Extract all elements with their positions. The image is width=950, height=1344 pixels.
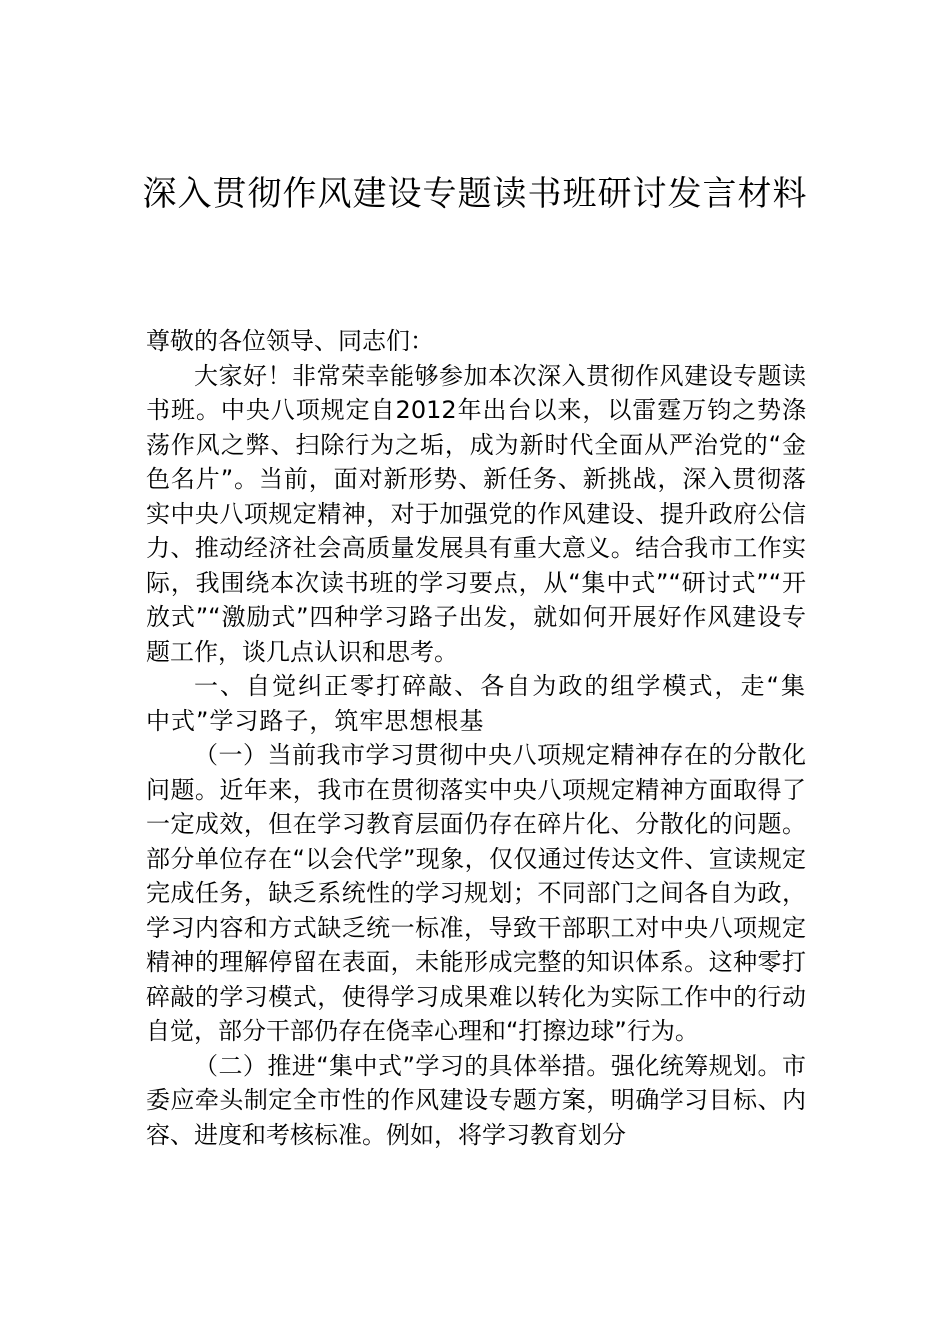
paragraph-subsection-2: （二）推进“集中式”学习的具体举措。强化统筹规划。市委应牵头制定全市性的作风建设专题方案，明确学习目标、内容、进度和考核标准。例如，将学习教育划分	[146, 1051, 806, 1149]
document-title: 深入贯彻作风建设专题读书班研讨发言材料	[142, 174, 808, 214]
salutation: 尊敬的各位领导、同志们：	[146, 327, 434, 355]
section-heading-1: 一、自觉纠正零打碎敲、各自为政的组学模式，走“集中式”学习路子，筑牢思想根基	[146, 672, 806, 735]
paragraph-intro: 大家好！非常荣幸能够参加本次深入贯彻作风建设专题读书班。中央八项规定自2012年出台以来，以雷霆万钧之势涤荡作风之弊、扫除行为之垢，成为新时代全面从严治党的“金色名片”。当前，面对新形势、新任务、新挑战，深入贯彻落实中央八项规定精神，对于加强党的作风建设、提升政府公信力、推动经济社会高质量发展具有重大意义。结合我市工作实际，我围绕本次读书班的学习要点，从“集中式”“研讨式”“开放式”“激励式”四种学习路子出发，就如何开展好作风建设专题工作，谈几点认识和思考。	[146, 361, 806, 666]
document-body	[146, 324, 806, 1152]
paragraph-subsection-1: （一）当前我市学习贯彻中央八项规定精神存在的分散化问题。近年来，我市在贯彻落实中央八项规定精神方面取得了一定成效，但在学习教育层面仍存在碎片化、分散化的问题。部分单位存在“以会代学”现象，仅仅通过传达文件、宣读规定完成任务，缺乏系统性的学习规划；不同部门之间各自为政，学习内容和方式缺乏统一标准，导致干部职工对中央八项规定精神的理解停留在表面，未能形成完整的知识体系。这种零打碎敲的学习模式，使得学习成果难以转化为实际工作中的行动自觉，部分干部仍存在侥幸心理和“打擦边球”行为。	[146, 741, 806, 1045]
